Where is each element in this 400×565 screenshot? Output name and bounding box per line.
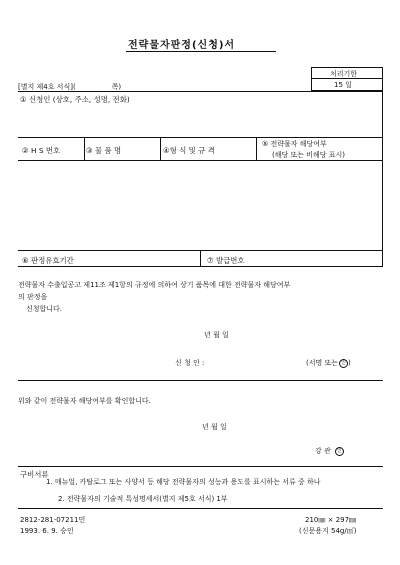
applicant-sign-label: 신 청 인 :: [175, 359, 205, 367]
validity-bottom-line: [18, 266, 383, 267]
attachments-top-line: [18, 466, 383, 467]
processing-value: 15 일: [334, 81, 352, 89]
table-right-border: [382, 91, 383, 267]
footer-paper: (신문용지 54g/㎡): [299, 527, 357, 535]
application-date: 년 월 일: [204, 331, 229, 339]
footer-size: 210㎜ × 297㎜: [305, 516, 357, 524]
col-spec: ④형 식 및 규 격: [163, 146, 215, 155]
confirm-text: 위와 같이 전략물자 해당여부를 확인합니다.: [18, 397, 151, 405]
attachments-label: 구비서류: [20, 470, 49, 479]
statement-line-2: 의 판정을: [18, 293, 48, 301]
col-strategic-2: (해당 또는 비해당 표시): [272, 151, 345, 159]
statement-line-3: 신청합니다.: [26, 305, 63, 313]
validity-divider: [200, 250, 201, 266]
col-strategic-1: ⑤ 전략물자 해당여부: [262, 140, 327, 148]
issue-number-label: ⑦ 발급번호: [207, 256, 245, 265]
header-top-line: [18, 137, 383, 138]
statement-divider: [18, 380, 383, 381]
col-item-name: ③ 물 품 명: [86, 146, 122, 155]
col-divider-1: [84, 137, 85, 160]
table-top-line: [18, 91, 383, 92]
validity-period-label: ⑥ 판정유효기간: [22, 256, 74, 265]
sign-note: (서명 또는 인 ): [306, 359, 351, 367]
applicant-field[interactable]: [20, 104, 380, 134]
chief-sign: [315, 446, 344, 456]
form-code-prefix: [별지 제4호 서식](: [18, 83, 76, 91]
header-bottom-line: [18, 160, 383, 161]
col-divider-2: [160, 137, 161, 160]
seal-icon: 인: [339, 359, 348, 368]
chief-seal-icon: 인: [335, 447, 344, 456]
form-title: 전략물자판정(신청)서: [128, 40, 236, 51]
attachments-bottom-line: [18, 508, 383, 509]
form-code-suffix: 쪽): [111, 83, 122, 91]
processing-label: 처리기한: [330, 70, 358, 78]
statement-line-1: 전략물자 수출입공고 제11조 제1항의 규정에 의하여 상기 품목에 대한 전략물자 해당여부: [18, 281, 291, 289]
col-divider-3: [256, 137, 257, 160]
title-underline: [126, 51, 276, 52]
attachment-item-1: 1. 매뉴얼, 카탈로그 또는 사양서 등 해당 전략물자의 성능과 용도를 표시하는 서류 중 하나: [46, 478, 321, 486]
footer-approval: 1993. 6. 9. 승인: [20, 527, 74, 535]
confirm-date: 년 월 일: [202, 423, 227, 431]
item-entry-area[interactable]: [20, 162, 380, 248]
footer-code: 2812-281-07211민: [20, 516, 86, 524]
sign-note-text: (서명 또는: [306, 359, 339, 367]
applicant-label: ① 신청인 (상호, 주소, 성명, 전화): [20, 95, 130, 104]
attachment-item-2: 2. 전략물자의 기술적 특성명세서(별지 제5호 서식) 1부: [58, 495, 228, 503]
col-hs-number: ② H S 번호: [22, 146, 61, 155]
chief-label: 강 관: [315, 447, 331, 455]
